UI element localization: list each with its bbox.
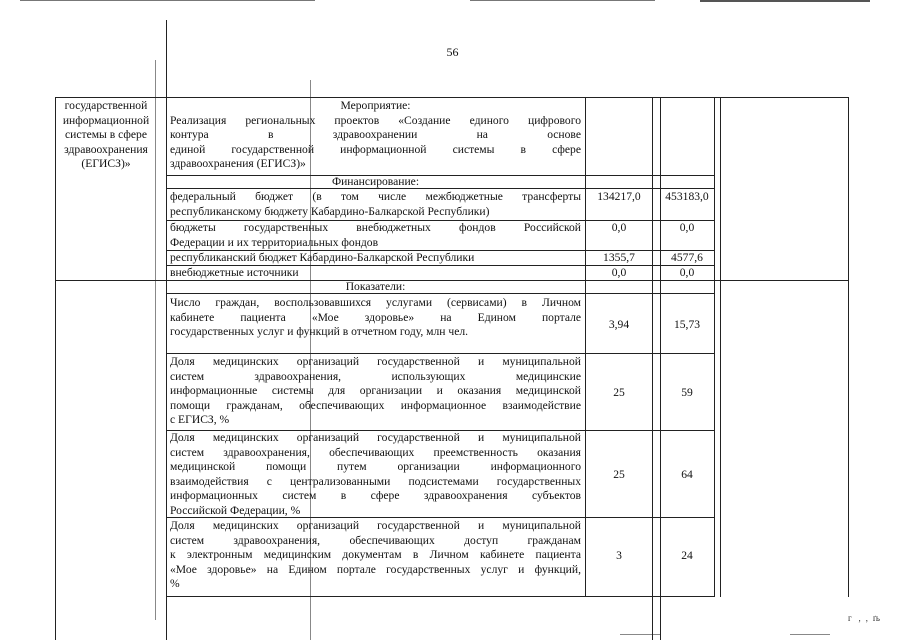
scan-artifact-mark: г , ‚ ґь [848, 613, 880, 623]
left-column-text [56, 99, 156, 172]
indicator-line: информационных систем в сфере здравоохранения субъектов [170, 489, 581, 503]
indicator-line: Число граждан, воспользовавшихся услугами (сервисами) в Личном [170, 296, 581, 309]
event-line: единой государственной информационной системы в сфере [170, 142, 581, 156]
table-column-divider [652, 97, 653, 640]
indicator-row [170, 519, 581, 592]
indicator-line: взаимодействия с централизованными подсистемами государственных [170, 474, 581, 488]
financing-row-federal [170, 190, 581, 219]
financing-label-line: республиканский бюджет Кабардино-Балкарской Республики [170, 251, 475, 264]
event-line: здравоохранения (ЕГИСЗ)» [170, 157, 306, 171]
indicator-value-col2: 24 [681, 549, 693, 562]
indicator-line: систем здравоохранения, использующих медицинские [170, 369, 581, 383]
financing-label-line: бюджеты государственных внебюджетных фондов Российской [170, 221, 581, 234]
indicator-row [170, 296, 581, 340]
indicator-line: Доля медицинских организаций государственной и муниципальной [170, 519, 581, 532]
event-line: контура в здравоохранении на основе [170, 128, 581, 142]
indicator-value-col2: 59 [681, 386, 693, 399]
indicator-line: % [170, 577, 180, 591]
left-column-line: здравоохранения [64, 142, 148, 156]
indicators-heading: Показатели: [345, 280, 406, 293]
indicator-value-col1: 25 [613, 468, 625, 481]
table-row-border [166, 353, 714, 354]
page-number: 56 [446, 45, 459, 59]
table-row-border [55, 97, 848, 98]
indicator-line: государственных услуг и функций в отчетном году, млн чел. [170, 325, 469, 339]
indicator-value-col2: 15,73 [673, 318, 701, 331]
financing-row-republic [170, 251, 581, 266]
indicator-line: кабинете пациента «Мое здоровье» на Едином портале [170, 310, 581, 324]
table-column-divider [720, 97, 721, 597]
indicator-row [170, 355, 581, 428]
indicator-line: Доля медицинских организаций государственной и муниципальной [170, 431, 581, 444]
scan-artifact-line [700, 0, 870, 2]
table-border-right [848, 97, 849, 597]
event-cell [170, 99, 581, 172]
scan-artifact-line [620, 634, 660, 635]
financing-value-col1: 0,0 [611, 221, 627, 234]
financing-label-line: республиканскому бюджету Кабардино-Балкарской Республики) [170, 204, 490, 218]
indicator-line: к электронным медицинским документам в Личном кабинете пациента [170, 548, 581, 562]
financing-value-col2: 453183,0 [665, 190, 709, 203]
financing-value-col1: 0,0 [611, 266, 627, 279]
indicator-line: «Мое здоровье» на Едином портале государственных услуг и функций, [170, 562, 581, 576]
indicator-value-col1: 25 [613, 386, 625, 399]
indicator-value-col1: 3,94 [608, 318, 630, 331]
indicator-row [170, 431, 581, 519]
event-line: Реализация региональных проектов «Создание единого цифрового [170, 113, 581, 127]
scan-artifact-line [20, 0, 315, 1]
table-border-left [55, 97, 56, 640]
scan-artifact-line [790, 634, 830, 635]
indicator-line: помощи гражданам, обеспечивающих информационное взаимодействие [170, 398, 581, 412]
indicator-value-col1: 3 [616, 549, 622, 562]
left-column-line: информационной [62, 113, 150, 127]
scan-artifact-line [470, 0, 655, 1]
indicator-line: Доля медицинских организаций государственной и муниципальной [170, 355, 581, 368]
indicator-line: систем здравоохранения, обеспечивающих доступ гражданам [170, 533, 581, 547]
indicator-line: Российской Федерации, % [170, 503, 301, 517]
indicator-line: информационные системы для организации и оказания медицинской [170, 384, 581, 398]
indicator-value-col2: 64 [681, 468, 693, 481]
financing-value-col2: 0,0 [679, 221, 695, 234]
financing-label-line: внебюджетные источники [170, 266, 299, 279]
financing-value-col2: 0,0 [679, 266, 695, 279]
table-row-border [166, 596, 714, 597]
financing-row-funds [170, 221, 581, 250]
left-column-line: системы в сфере [65, 128, 147, 142]
event-heading: Мероприятие: [340, 99, 411, 112]
financing-heading: Финансирование: [331, 175, 420, 188]
table-column-divider [166, 20, 167, 640]
indicator-line: медицинской помощи путем организации информационного [170, 460, 581, 474]
financing-label-line: Федерации и их территориальных фондов [170, 235, 379, 249]
financing-value-col1: 134217,0 [597, 190, 641, 203]
indicator-line: с ЕГИСЗ, % [170, 413, 230, 427]
financing-value-col1: 1355,7 [603, 251, 635, 264]
left-column-line: государственной [64, 99, 148, 112]
indicator-line: систем здравоохранения, обеспечивающих преемственность оказания [170, 445, 581, 459]
left-column-line: (ЕГИСЗ)» [81, 157, 131, 171]
financing-value-col2: 4577,6 [671, 251, 703, 264]
table-column-divider [714, 97, 715, 597]
financing-label-line: федеральный бюджет (в том числе межбюджетные трансферты [170, 190, 581, 203]
table-column-divider [585, 97, 586, 597]
financing-row-extrabudget [170, 266, 581, 281]
